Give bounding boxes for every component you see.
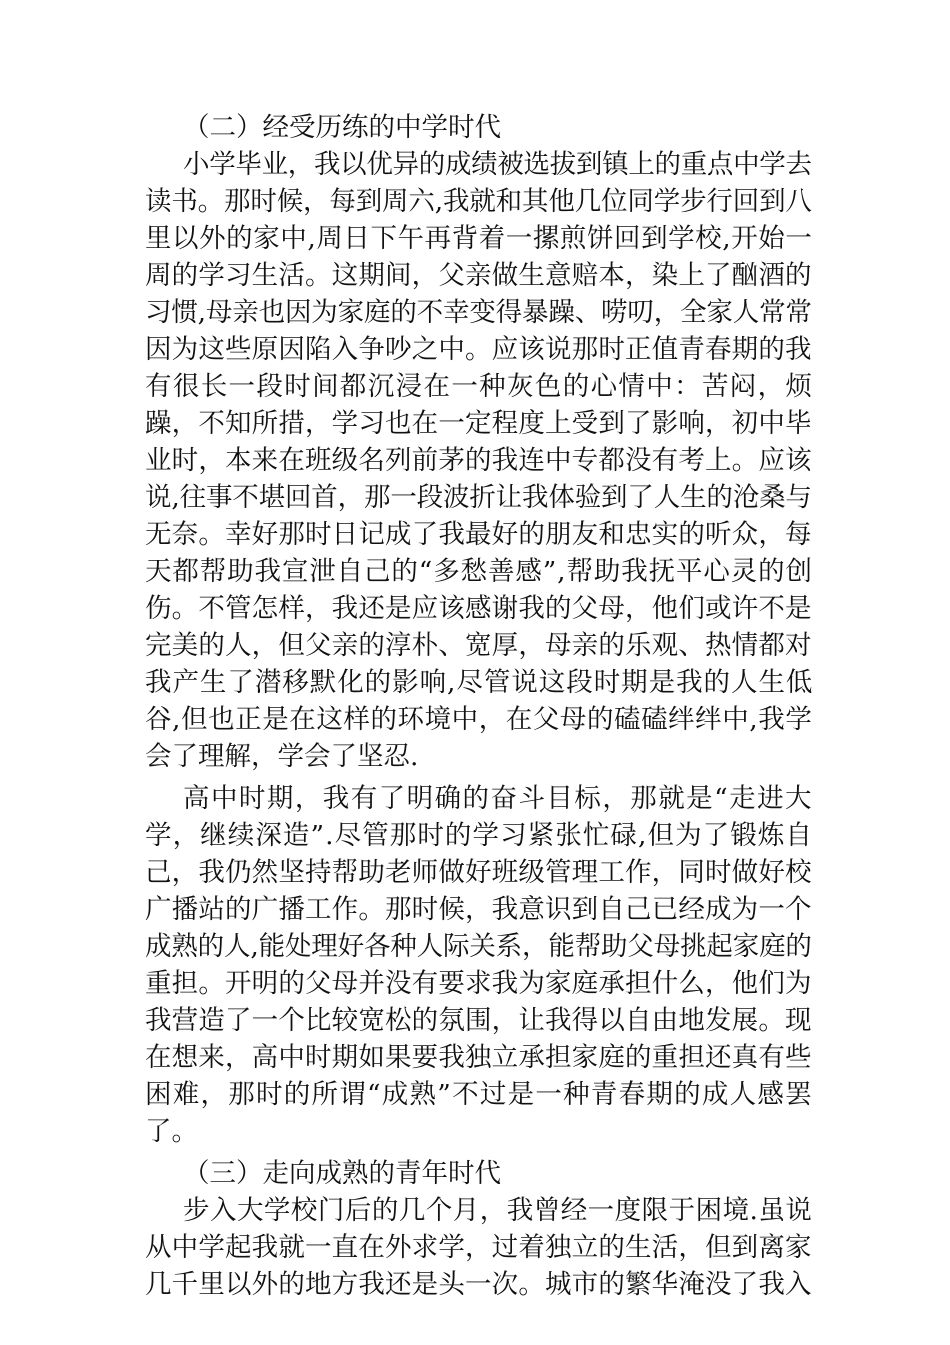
- paragraph-line: 无奈。幸好那时日记成了我最好的朋友和忠实的听众，每: [145, 519, 812, 550]
- paragraph-line: 己，我仍然坚持帮助老师做好班级管理工作，同时做好校: [145, 857, 812, 888]
- section-heading-2: （二）经受历练的中学时代: [183, 112, 501, 143]
- paragraph-line: 读书。那时候，每到周六,我就和其他几位同学步行回到八: [145, 186, 812, 217]
- paragraph-line: 习惯,母亲也因为家庭的不幸变得暴躁、唠叨，全家人常常: [145, 297, 812, 328]
- paragraph-line: 成熟的人,能处理好各种人际关系，能帮助父母挑起家庭的: [145, 931, 812, 962]
- paragraph-line: 困难，那时的所谓“成熟”不过是一种青春期的成人感罢: [145, 1079, 813, 1110]
- paragraph-line: 我产生了潜移默化的影响,尽管说这段时期是我的人生低: [145, 667, 814, 698]
- paragraph-line: 里以外的家中,周日下午再背着一摞煎饼回到学校,开始一: [145, 223, 813, 254]
- paragraph-line: 躁，不知所措，学习也在一定程度上受到了影响，初中毕: [145, 408, 812, 439]
- paragraph-line: 业时，本来在班级名列前茅的我连中专都没有考上。应该: [145, 445, 812, 476]
- section-heading-3: （三）走向成熟的青年时代: [183, 1158, 501, 1189]
- paragraph-line: 步入大学校门后的几个月，我曾经一度限于困境.虽说: [183, 1195, 813, 1226]
- paragraph-line: 伤。不管怎样，我还是应该感谢我的父母，他们或许不是: [145, 593, 812, 624]
- paragraph-line: 完美的人，但父亲的淳朴、宽厚，母亲的乐观、热情都对: [145, 630, 812, 661]
- paragraph-line: 会了理解，学会了坚忍.: [145, 741, 419, 772]
- paragraph-line: 有很长一段时间都沉浸在一种灰色的心情中：苦闷，烦: [145, 371, 814, 402]
- paragraph-line: 学，继续深造”.尽管那时的学习紧张忙碌,但为了锻炼自: [145, 820, 813, 851]
- paragraph-line: 周的学习生活。这期间，父亲做生意赔本，染上了酗酒的: [145, 260, 812, 291]
- paragraph-line: 在想来，高中时期如果要我独立承担家庭的重担还真有些: [145, 1042, 812, 1073]
- paragraph-line: 几千里以外的地方我还是头一次。城市的繁华淹没了我入: [145, 1269, 812, 1300]
- paragraph-line: 因为这些原因陷入争吵之中。应该说那时正值青春期的我: [145, 334, 812, 365]
- paragraph-line: 天都帮助我宣泄自己的“多愁善感”,帮助我抚平心灵的创: [145, 556, 813, 587]
- paragraph-line: 广播站的广播工作。那时候，我意识到自己已经成为一个: [145, 894, 812, 925]
- paragraph-line: 了。: [145, 1116, 198, 1147]
- paragraph-line: 高中时期，我有了明确的奋斗目标，那就是“走进大: [183, 783, 814, 814]
- paragraph-line: 从中学起我就一直在外求学，过着独立的生活，但到离家: [145, 1232, 812, 1263]
- paragraph-line: 谷,但也正是在这样的环境中，在父母的磕磕绊绊中,我学: [145, 704, 813, 735]
- paragraph-line: 我营造了一个比较宽松的氛围，让我得以自由地发展。现: [145, 1005, 812, 1036]
- paragraph-line: 说,往事不堪回首，那一段波折让我体验到了人生的沧桑与: [145, 482, 812, 513]
- paragraph-line: 重担。开明的父母并没有要求我为家庭承担什么，他们为: [145, 968, 812, 999]
- paragraph-line: 小学毕业，我以优异的成绩被选拔到镇上的重点中学去: [183, 149, 812, 180]
